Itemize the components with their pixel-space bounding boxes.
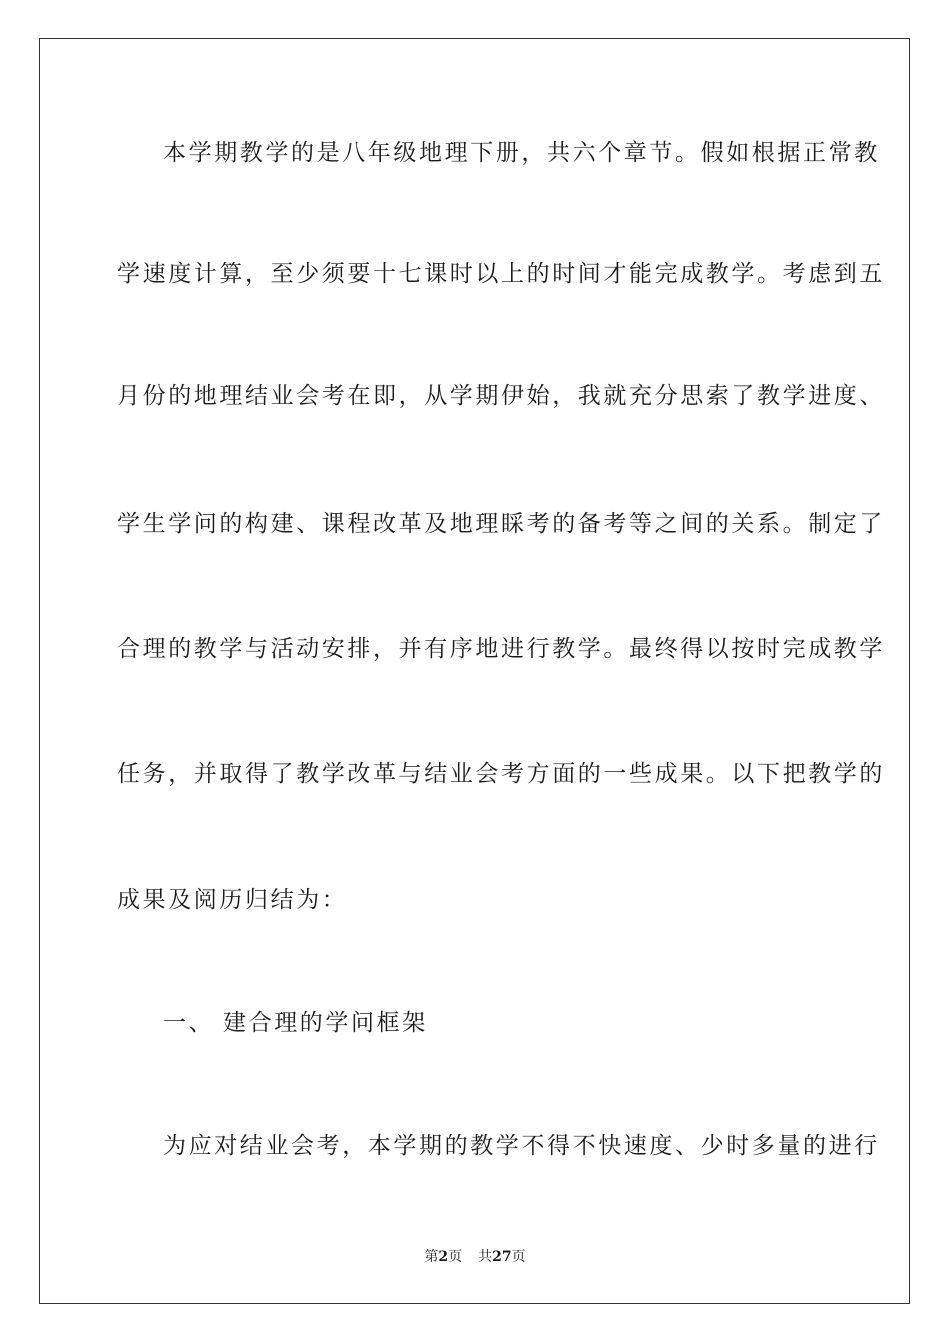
footer-page-current: 2 (438, 1249, 449, 1265)
footer-page-total: 27 (492, 1249, 512, 1265)
footer-total-prefix: 共 (478, 1249, 493, 1265)
paragraph-line: 合理的教学与活动安排，并有序地进行教学。最终得以按时完成教学 (117, 636, 885, 662)
paragraph-line: 任务，并取得了教学改革与结业会考方面的一些成果。以下把教学的 (117, 761, 885, 787)
page-border (39, 38, 910, 1304)
paragraph-line: 月份的地理结业会考在即，从学期伊始，我就充分思索了教学进度、 (117, 383, 885, 409)
section-heading (163, 1008, 879, 1038)
page-footer (0, 1248, 950, 1266)
footer-page-suffix: 页 (448, 1249, 463, 1265)
paragraph-line: 学速度计算，至少须要十七课时以上的时间才能完成教学。考虑到五 (117, 261, 885, 287)
section-title: 建合理的学问框架 (223, 1010, 428, 1036)
footer-page-prefix: 第 (424, 1249, 439, 1265)
paragraph-line: 成果及阅历归结为： (117, 887, 348, 913)
section-number: 一、 (163, 1010, 215, 1036)
paragraph-line: 学生学问的构建、课程改革及地理睬考的备考等之间的关系。制定了 (117, 511, 885, 537)
paragraph-line: 为应对结业会考，本学期的教学不得不快速度、少时多量的进行 (163, 1133, 880, 1159)
footer-total-suffix: 页 (511, 1249, 526, 1265)
paragraph-line: 本学期教学的是八年级地理下册，共六个章节。假如根据正常教 (163, 140, 880, 166)
